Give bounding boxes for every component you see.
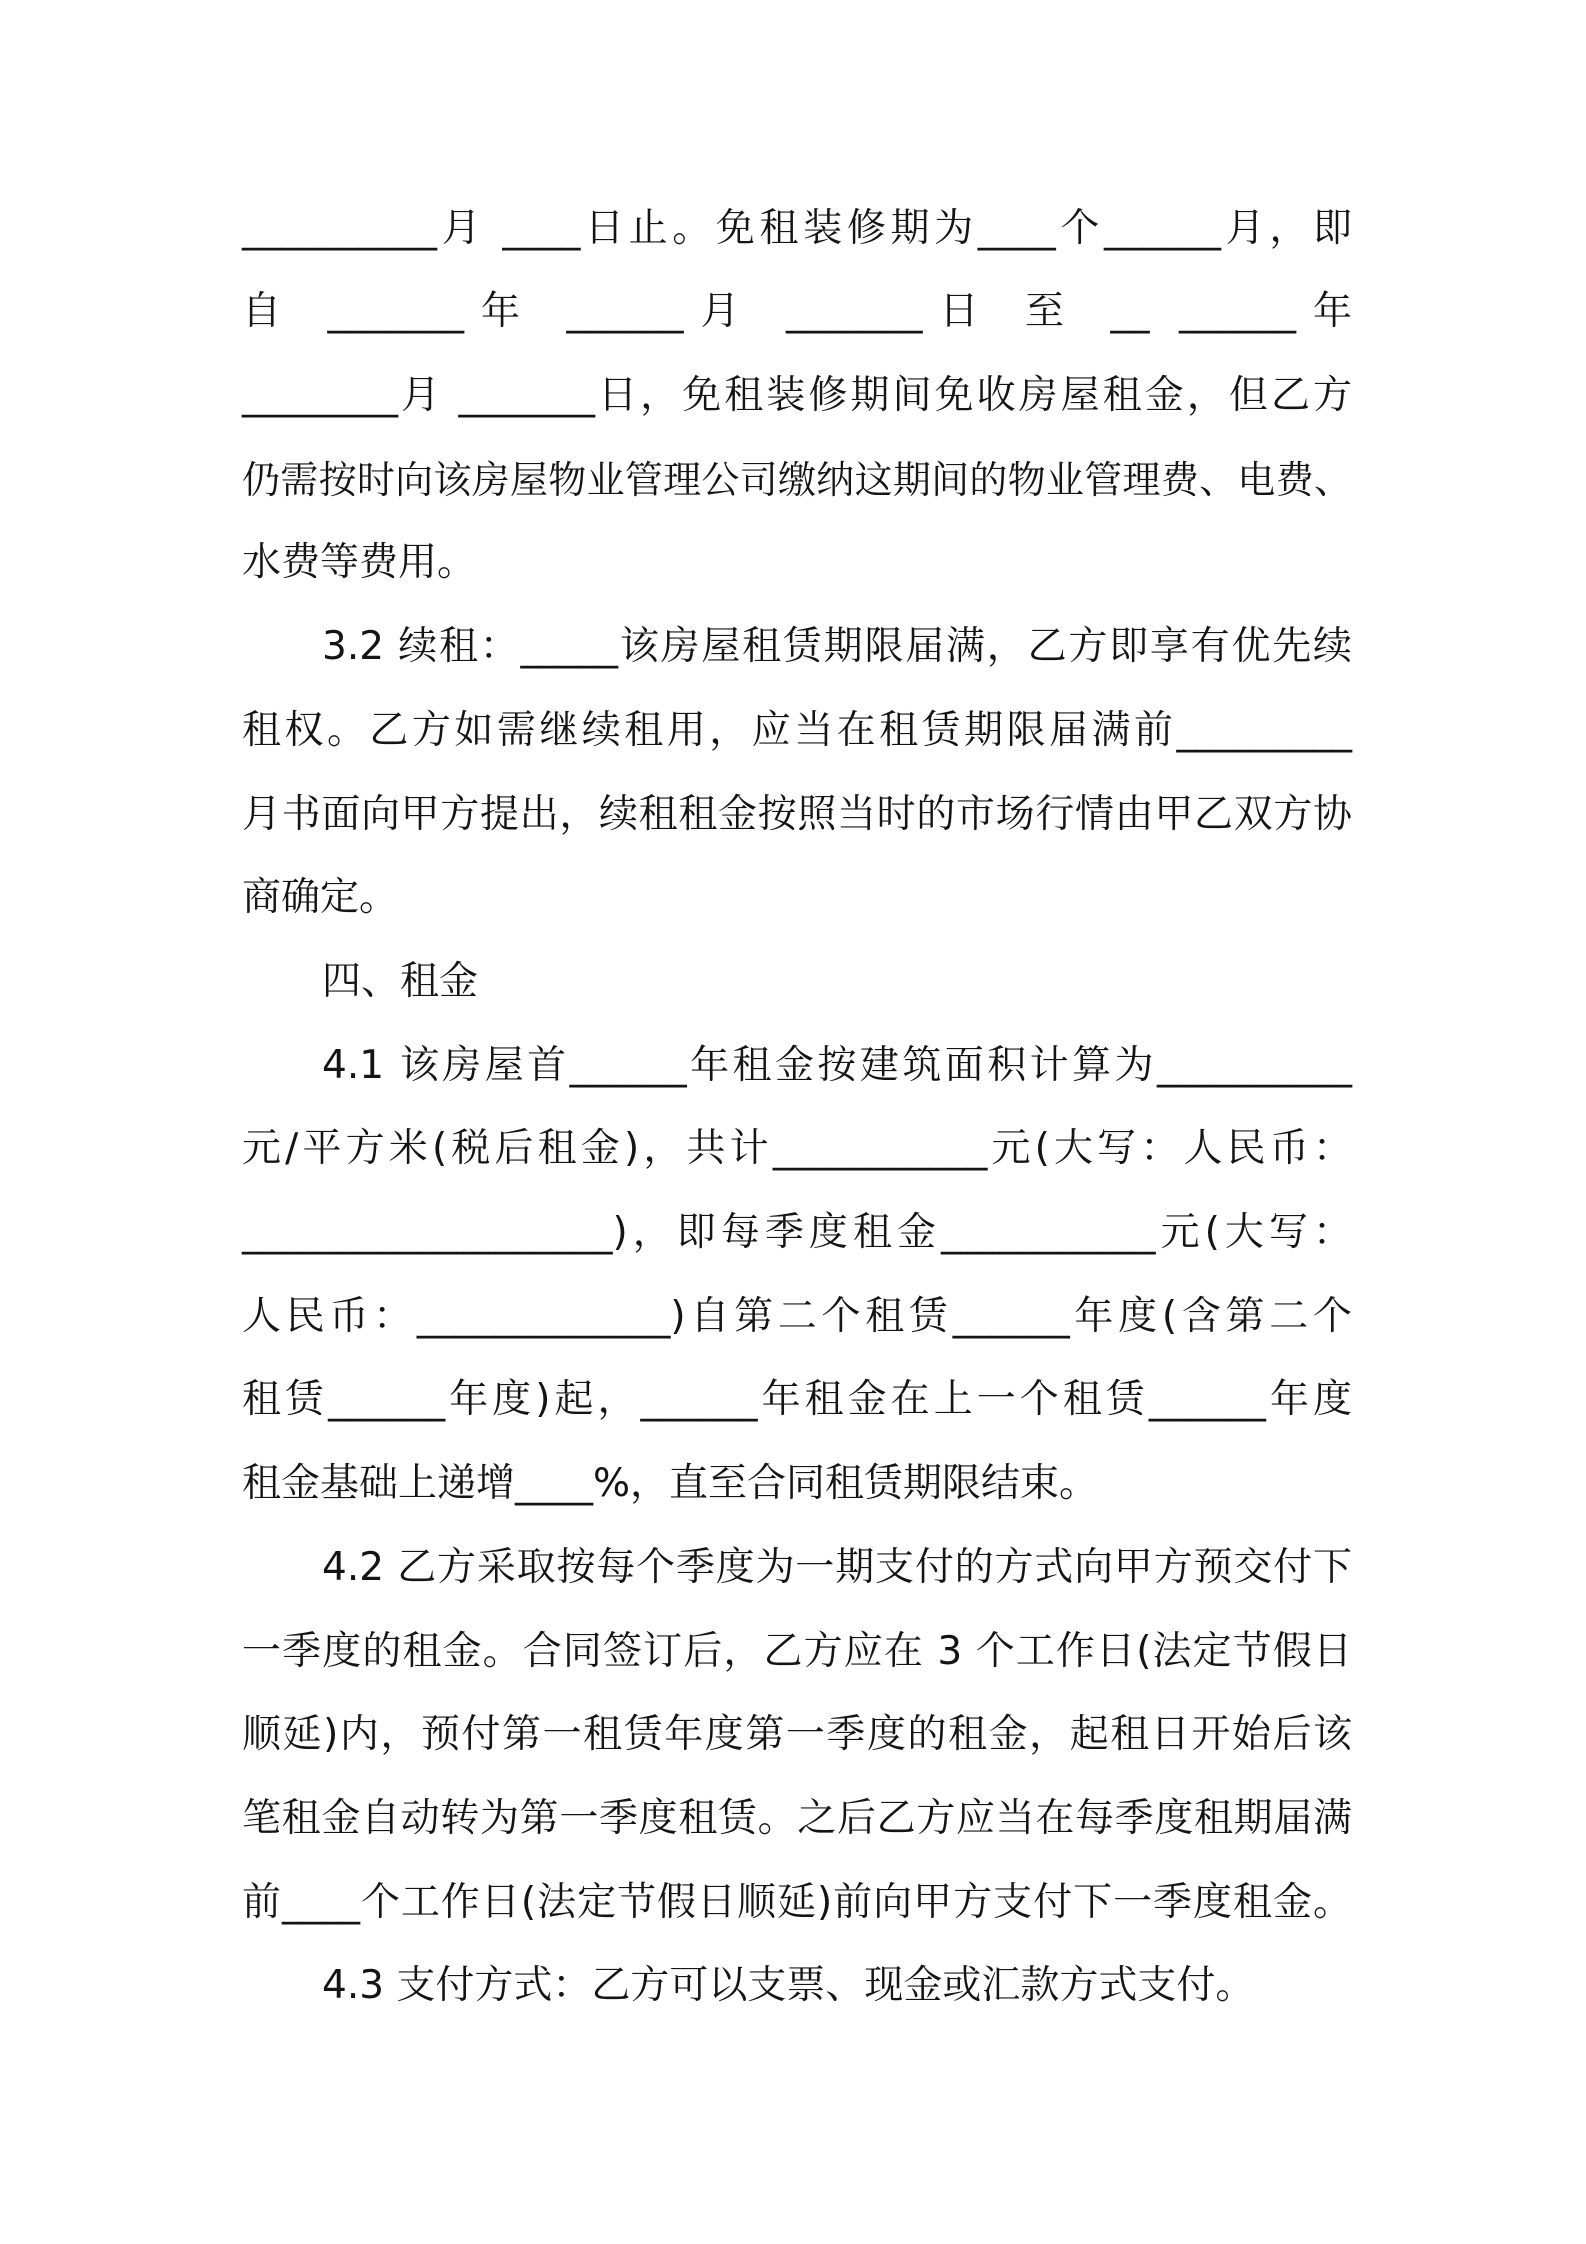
text-line: 仍需按时向该房屋物业管理公司缴纳这期间的物业管理费、电费、 [242,458,1352,502]
text-line: 租权。乙方如需继续租用，应当在租赁期限届满前_________ [242,708,1352,753]
text-line: 3.2 续租：_____该房屋租赁期限届满，乙方即享有优先续 [322,624,1352,669]
section-heading: 四、租金 [322,959,479,1004]
text-line: 租赁______年度)起，______年租金在上一个租赁______年度 [242,1377,1352,1422]
text-line: 商确定。 [242,875,399,920]
text-line: 顺延)内，预付第一租赁年度第一季度的租金，起租日开始后该 [242,1712,1352,1757]
text-line: 4.1 该房屋首______年租金按建筑面积计算为__________ [322,1043,1352,1088]
text-line: 水费等费用。 [242,540,477,585]
text-line: __________月 ____日止。免租装修期为____个______月，即 [242,206,1352,251]
text-line: 自 _______年 ______月 _______日 至 __ ______年 [242,289,1352,334]
text-line: 人民币：_____________)自第二个租赁______年度(含第二个 [242,1294,1352,1339]
text-line: ___________________)，即每季度租金___________元(大写： [242,1210,1352,1255]
text-line: 租金基础上递增____%，直至合同租赁期限结束。 [242,1461,1099,1506]
text-line: ________月 _______日，免租装修期间免收房屋租金，但乙方 [242,373,1352,418]
text-line: 4.3 支付方式：乙方可以支票、现金或汇款方式支付。 [322,1963,1255,2008]
text-line: 一季度的租金。合同签订后，乙方应在 3 个工作日(法定节假日 [242,1629,1352,1674]
text-line: 月书面向甲方提出，续租租金按照当时的市场行情由甲乙双方协 [242,792,1352,837]
text-line: 4.2 乙方采取按每个季度为一期支付的方式向甲方预交付下 [322,1545,1352,1590]
text-line: 前____个工作日(法定节假日顺延)前向甲方支付下一季度租金。 [242,1880,1352,1925]
text-line: 笔租金自动转为第一季度租赁。之后乙方应当在每季度租期届满 [242,1796,1352,1841]
text-line: 元/平方米(税后租金)，共计___________元(大写：人民币： [242,1126,1352,1171]
